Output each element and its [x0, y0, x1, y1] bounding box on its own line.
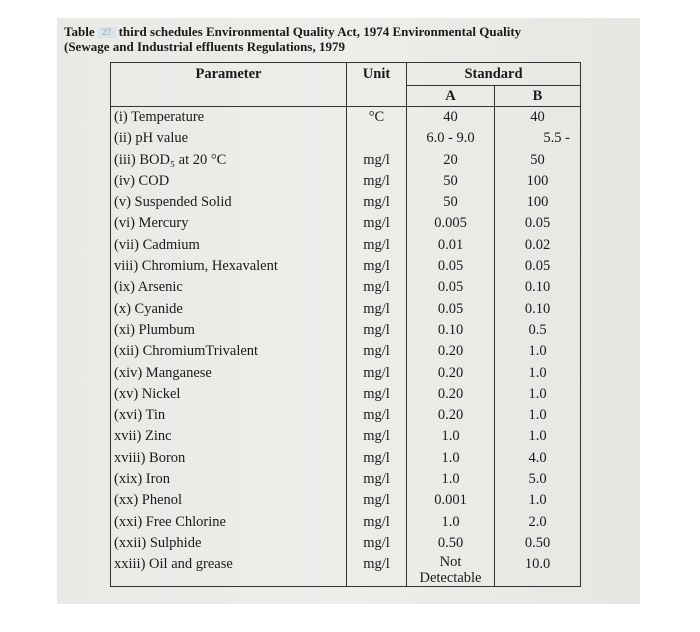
standard-b-cell: 1.0	[495, 363, 581, 384]
parameter-cell: (ii) pH value	[111, 128, 347, 149]
standard-b-cell: 100	[495, 192, 581, 213]
standard-a-cell: 0.50	[407, 533, 495, 554]
table-row	[111, 150, 581, 171]
standard-a-cell: 0.001	[407, 490, 495, 511]
table-row	[111, 448, 581, 469]
standard-b-cell: 0.05	[495, 213, 581, 234]
unit-cell: mg/l	[347, 171, 407, 192]
standard-a-cell: 40	[407, 107, 495, 129]
table-row	[111, 533, 581, 554]
unit-cell: mg/l	[347, 150, 407, 171]
caption-line-1	[64, 24, 521, 39]
standard-a-cell: 0.005	[407, 213, 495, 234]
standard-b-cell: 1.0	[495, 341, 581, 362]
unit-cell: mg/l	[347, 490, 407, 511]
standard-b-cell: 40	[495, 107, 581, 129]
standard-b-cell: 5.0	[495, 469, 581, 490]
unit-cell: mg/l	[347, 533, 407, 554]
standard-a-cell	[407, 554, 495, 587]
parameter-cell: (i) Temperature	[111, 107, 347, 129]
standard-a-cell: 0.05	[407, 277, 495, 298]
unit-cell: mg/l	[347, 469, 407, 490]
standard-b-cell: 0.02	[495, 235, 581, 256]
table-row	[111, 171, 581, 192]
unit-cell: mg/l	[347, 512, 407, 533]
standard-a-cell: 50	[407, 192, 495, 213]
effluent-standards-table	[110, 62, 581, 587]
standard-b-cell: 1.0	[495, 384, 581, 405]
unit-cell: mg/l	[347, 405, 407, 426]
standard-a-value: Not	[439, 554, 462, 571]
header-unit: Unit	[347, 63, 407, 107]
standard-a-cell: 1.0	[407, 469, 495, 490]
table-row	[111, 384, 581, 405]
standard-a-cell: 0.05	[407, 299, 495, 320]
table-row	[111, 320, 581, 341]
table-row	[111, 277, 581, 298]
standard-b-cell: 4.0	[495, 448, 581, 469]
table-row	[111, 405, 581, 426]
parameter-cell: (vi) Mercury	[111, 213, 347, 234]
standard-b-cell: 1.0	[495, 490, 581, 511]
header-standard: Standard	[407, 63, 581, 86]
table-row	[111, 235, 581, 256]
standard-b-cell: 0.05	[495, 256, 581, 277]
parameter-cell: (xii) ChromiumTrivalent	[111, 341, 347, 362]
unit-cell: mg/l	[347, 235, 407, 256]
table-caption	[64, 24, 521, 54]
table-reference-tag[interactable]: 27	[98, 27, 116, 38]
table-row	[111, 490, 581, 511]
unit-cell: mg/l	[347, 426, 407, 447]
standard-a-cell: 0.20	[407, 363, 495, 384]
table-row	[111, 213, 581, 234]
unit-cell: mg/l	[347, 256, 407, 277]
parameter-cell: xxiii) Oil and grease	[111, 554, 347, 587]
unit-cell: mg/l	[347, 363, 407, 384]
unit-cell: mg/l	[347, 320, 407, 341]
unit-cell: °C	[347, 107, 407, 129]
standard-b-cell: 0.10	[495, 277, 581, 298]
unit-cell: mg/l	[347, 213, 407, 234]
standard-b-cell: 100	[495, 171, 581, 192]
unit-cell: mg/l	[347, 384, 407, 405]
caption-prefix: Table	[64, 24, 95, 39]
table-row	[111, 554, 581, 587]
unit-cell: mg/l	[347, 277, 407, 298]
parameter-cell: (xx) Phenol	[111, 490, 347, 511]
standard-a-cell: 0.20	[407, 341, 495, 362]
parameter-cell: (iv) COD	[111, 171, 347, 192]
table-row	[111, 107, 581, 129]
standard-b-cell: 0.5	[495, 320, 581, 341]
standard-b-cell: 1.0	[495, 426, 581, 447]
parameter-cell: (x) Cyanide	[111, 299, 347, 320]
table-row	[111, 128, 581, 149]
standard-a-cell: 0.05	[407, 256, 495, 277]
table-row	[111, 426, 581, 447]
parameter-cell: xviii) Boron	[111, 448, 347, 469]
standard-a-cell: 1.0	[407, 512, 495, 533]
unit-cell: mg/l	[347, 192, 407, 213]
parameter-cell: (xiv) Manganese	[111, 363, 347, 384]
parameter-cell: (iii) BOD₅ at 20 °C	[111, 150, 347, 171]
unit-cell: mg/l	[347, 448, 407, 469]
unit-cell: mg/l	[347, 299, 407, 320]
unit-cell: mg/l	[347, 341, 407, 362]
table-row	[111, 256, 581, 277]
parameter-cell: (ix) Arsenic	[111, 277, 347, 298]
standard-a-cell: 50	[407, 171, 495, 192]
unit-cell: mg/l	[347, 554, 407, 587]
standard-b-cell: 0.10	[495, 299, 581, 320]
table-row	[111, 192, 581, 213]
table-row	[111, 341, 581, 362]
standard-b-cell: 0.50	[495, 533, 581, 554]
standard-a-cell: 0.01	[407, 235, 495, 256]
standard-a-cell: 6.0 - 9.0	[407, 128, 495, 149]
standard-a-cell: 20	[407, 150, 495, 171]
standard-b-cell: 1.0	[495, 405, 581, 426]
parameter-cell: viii) Chromium, Hexavalent	[111, 256, 347, 277]
parameter-cell: (xxi) Free Chlorine	[111, 512, 347, 533]
caption-line-2: (Sewage and Industrial effluents Regulations, 1979	[64, 39, 345, 54]
header-standard-b: B	[495, 86, 581, 107]
table-row	[111, 469, 581, 490]
parameter-cell: (xix) Iron	[111, 469, 347, 490]
parameter-cell: (v) Suspended Solid	[111, 192, 347, 213]
standard-a-cell: 0.10	[407, 320, 495, 341]
caption-line-1-text: third schedules Environmental Quality Act, 1974 Environmental Quality	[118, 24, 522, 39]
standard-b-cell: 10.0	[495, 554, 581, 587]
header-row	[111, 63, 581, 86]
table-row	[111, 299, 581, 320]
standard-b-cell: 50	[495, 150, 581, 171]
parameter-cell: xvii) Zinc	[111, 426, 347, 447]
parameter-cell: (xv) Nickel	[111, 384, 347, 405]
standard-b-cell: 2.0	[495, 512, 581, 533]
unit-cell	[347, 128, 407, 149]
parameter-cell: (xi) Plumbum	[111, 320, 347, 341]
standard-a-value-line-2: Detectable	[419, 570, 482, 587]
table-row	[111, 512, 581, 533]
header-parameter: Parameter	[111, 63, 347, 107]
standard-b-cell: 5.5 -	[495, 128, 581, 149]
table-row	[111, 363, 581, 384]
standard-a-cell: 1.0	[407, 426, 495, 447]
standard-a-cell: 0.20	[407, 384, 495, 405]
standard-a-cell: 1.0	[407, 448, 495, 469]
parameter-cell: (vii) Cadmium	[111, 235, 347, 256]
standard-a-cell: 0.20	[407, 405, 495, 426]
header-standard-a: A	[407, 86, 495, 107]
parameter-cell: (xvi) Tin	[111, 405, 347, 426]
parameter-cell: (xxii) Sulphide	[111, 533, 347, 554]
